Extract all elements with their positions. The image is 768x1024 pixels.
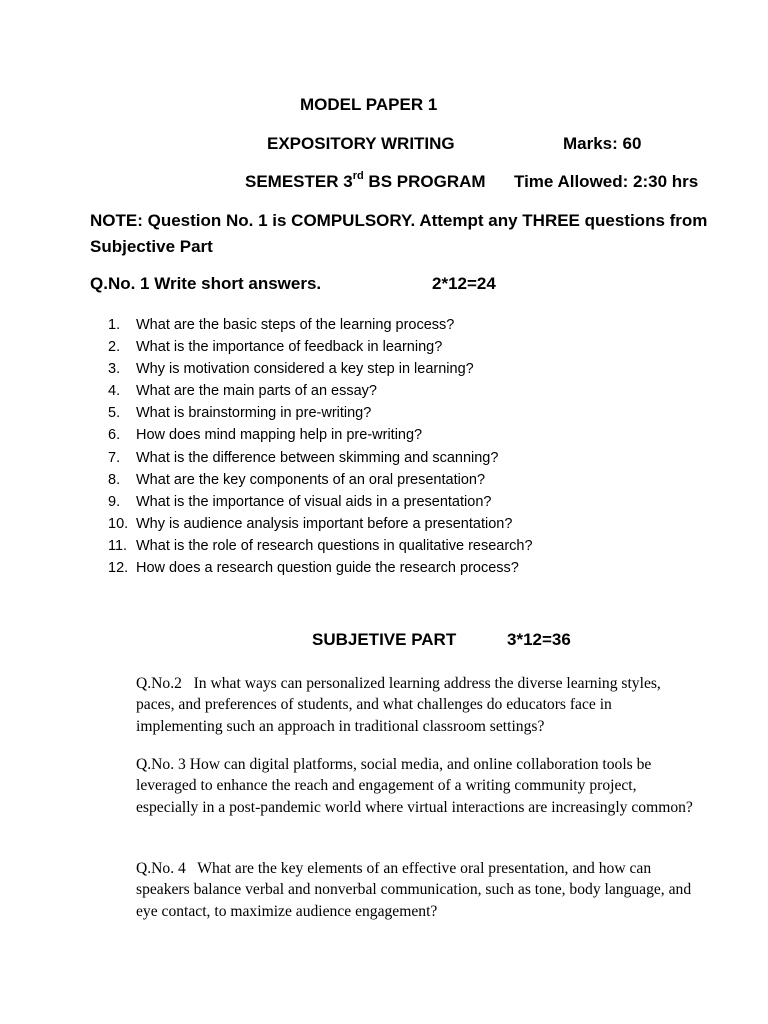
subjective-question-3: Q.No. 3 How can digital platforms, social media, and online collaboration tools be leveraged to enhance the reach and engagement of a writing community project, especially in a post-pandemic world where virtual interactions are increasingly common? [136,756,693,816]
question-number: 8. [108,471,121,488]
question-number: 10. [108,515,129,532]
list-item [108,469,533,491]
paper-title: MODEL PAPER 1 [300,95,438,114]
question-number: 6. [108,427,121,444]
list-item [108,314,533,336]
subjective-heading: SUBJETIVE PART [312,630,457,649]
course-title: EXPOSITORY WRITING [267,134,455,153]
list-item [108,535,533,557]
list-item [108,513,533,535]
semester-prefix: SEMESTER 3 [245,172,353,191]
question-text: What is the role of research questions in qualitative research? [136,537,533,554]
exam-note: NOTE: Question No. 1 is COMPULSORY. Attempt any THREE questions from Subjective Part [90,211,708,256]
list-item [108,380,533,402]
time-allowed: Time Allowed: 2:30 hrs [514,172,699,191]
list-item [108,336,533,358]
question-text: How does a research question guide the research process? [136,560,519,577]
question-number: 2. [108,339,121,356]
question-number: 11. [108,537,128,554]
subjective-marks: 3*12=36 [507,630,571,649]
subjective-question-4: Q.No. 4 What are the key elements of an effective oral presentation, and how can speakers balance verbal and nonverbal communication, such as tone, body language, and eye contact, to maximize audience engagement? [136,860,696,920]
question-text: What is brainstorming in pre-writing? [136,405,372,422]
question-number: 12. [108,560,129,577]
list-item [108,557,533,579]
short-question-list [108,314,533,579]
total-marks: Marks: 60 [563,134,642,153]
question-text: What is the difference between skimming and scanning? [136,449,499,466]
question-number: 7. [108,449,121,466]
question-text: What is the importance of feedback in learning? [136,339,443,356]
question-text: What are the basic steps of the learning process? [136,317,455,333]
semester-suffix: BS PROGRAM [363,172,486,191]
question-number: 9. [108,493,121,510]
short-answers-heading: Q.No. 1 Write short answers. [90,274,322,293]
list-item [108,402,533,424]
question-text: Why is audience analysis important before a presentation? [136,515,513,532]
semester-program [245,171,486,193]
question-number: 1. [108,317,121,333]
question-number: 3. [108,361,121,378]
question-text: What is the importance of visual aids in a presentation? [136,493,492,510]
short-answers-marks: 2*12=24 [432,274,496,293]
list-item [108,447,533,469]
semester-superscript: rd [352,170,364,183]
question-text: What are the main parts of an essay? [136,383,377,400]
question-text: How does mind mapping help in pre-writing? [136,427,423,444]
list-item [108,424,533,446]
subjective-question-2: Q.No.2 In what ways can personalized learning address the diverse learning styles, paces, and preferences of students, and what challenges do educators face in implementing such an approach in traditional classroom settings? [136,675,665,735]
question-text: What are the key components of an oral presentation? [136,471,486,488]
question-number: 4. [108,383,121,400]
list-item [108,358,533,380]
list-item [108,491,533,513]
question-number: 5. [108,405,121,422]
question-text: Why is motivation considered a key step in learning? [136,361,474,378]
